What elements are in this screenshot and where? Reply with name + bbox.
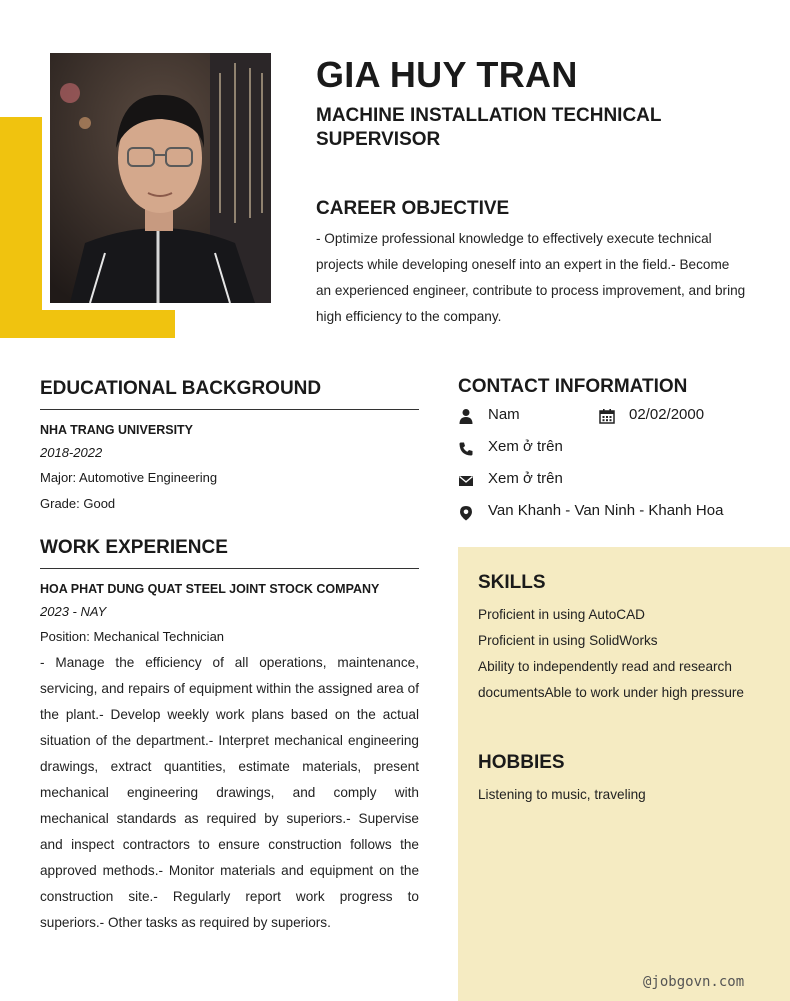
hobbies-heading: HOBBIES [478, 752, 565, 773]
calendar-icon [599, 408, 615, 424]
location-pin-icon [458, 505, 474, 521]
phone-icon [458, 441, 474, 457]
profile-photo-illustration [50, 53, 271, 303]
education-years: 2018-2022 [40, 445, 103, 460]
work-description: - Manage the efficiency of all operations, maintenance, servicing, and repairs of equipment within the assigned area of the plant.- Develop weekly work plans based on the actual situation of the department.- Interpret mechanical engineering drawings, extract quantities, estimate materials, present mechanical engineering drawings, and comply with mechanical standards as required by superiors.- Supervise and inspect contractors to ensure construction follows the approved methods.- Monitor materials and equipment on the construction site.- Regularly report work progress to superiors.- Other tasks as required by superiors. [40, 655, 419, 930]
profile-photo [50, 53, 271, 303]
skills-heading: SKILLS [478, 572, 546, 593]
work-years: 2023 - NAY [40, 604, 107, 619]
mail-icon [458, 473, 474, 489]
candidate-name: GIA HUY TRAN [316, 54, 578, 95]
education-school: NHA TRANG UNIVERSITY [40, 423, 194, 437]
skill-item: Ability to independently read and research documentsAble to work under high pressure [478, 659, 744, 700]
skill-item: Proficient in using AutoCAD [478, 607, 645, 622]
watermark: @jobgovn.com [643, 974, 745, 990]
hobbies-text: Listening to music, traveling [478, 787, 646, 802]
contact-phone: Xem ở trên [488, 438, 563, 455]
contact-heading: CONTACT INFORMATION [458, 376, 688, 397]
job-title: MACHINE INSTALLATION TECHNICAL SUPERVISOR [316, 105, 662, 150]
accent-bar-horizontal [0, 310, 175, 338]
contact-address: Van Khanh - Van Ninh - Khanh Hoa [488, 502, 724, 519]
skill-item: Proficient in using SolidWorks [478, 633, 658, 648]
contact-email: Xem ở trên [488, 470, 563, 487]
career-objective-heading: CAREER OBJECTIVE [316, 198, 510, 219]
education-major: Major: Automotive Engineering [40, 470, 218, 485]
contact-gender: Nam [488, 406, 520, 423]
education-grade: Grade: Good [40, 496, 116, 511]
contact-birthday: 02/02/2000 [629, 406, 705, 423]
work-experience-heading: WORK EXPERIENCE [40, 536, 419, 569]
education-heading: EDUCATIONAL BACKGROUND [40, 377, 419, 410]
work-position: Position: Mechanical Technician [40, 629, 225, 644]
accent-bar-vertical [0, 117, 42, 338]
work-company: HOA PHAT DUNG QUAT STEEL JOINT STOCK COMPANY [40, 582, 380, 596]
career-objective-text: - Optimize professional knowledge to effectively execute technical projects while developing oneself into an expert in the field.- Become an experienced engineer, contribute to process improvement, and bring high efficiency to the company. [316, 231, 746, 324]
person-icon [458, 408, 474, 424]
